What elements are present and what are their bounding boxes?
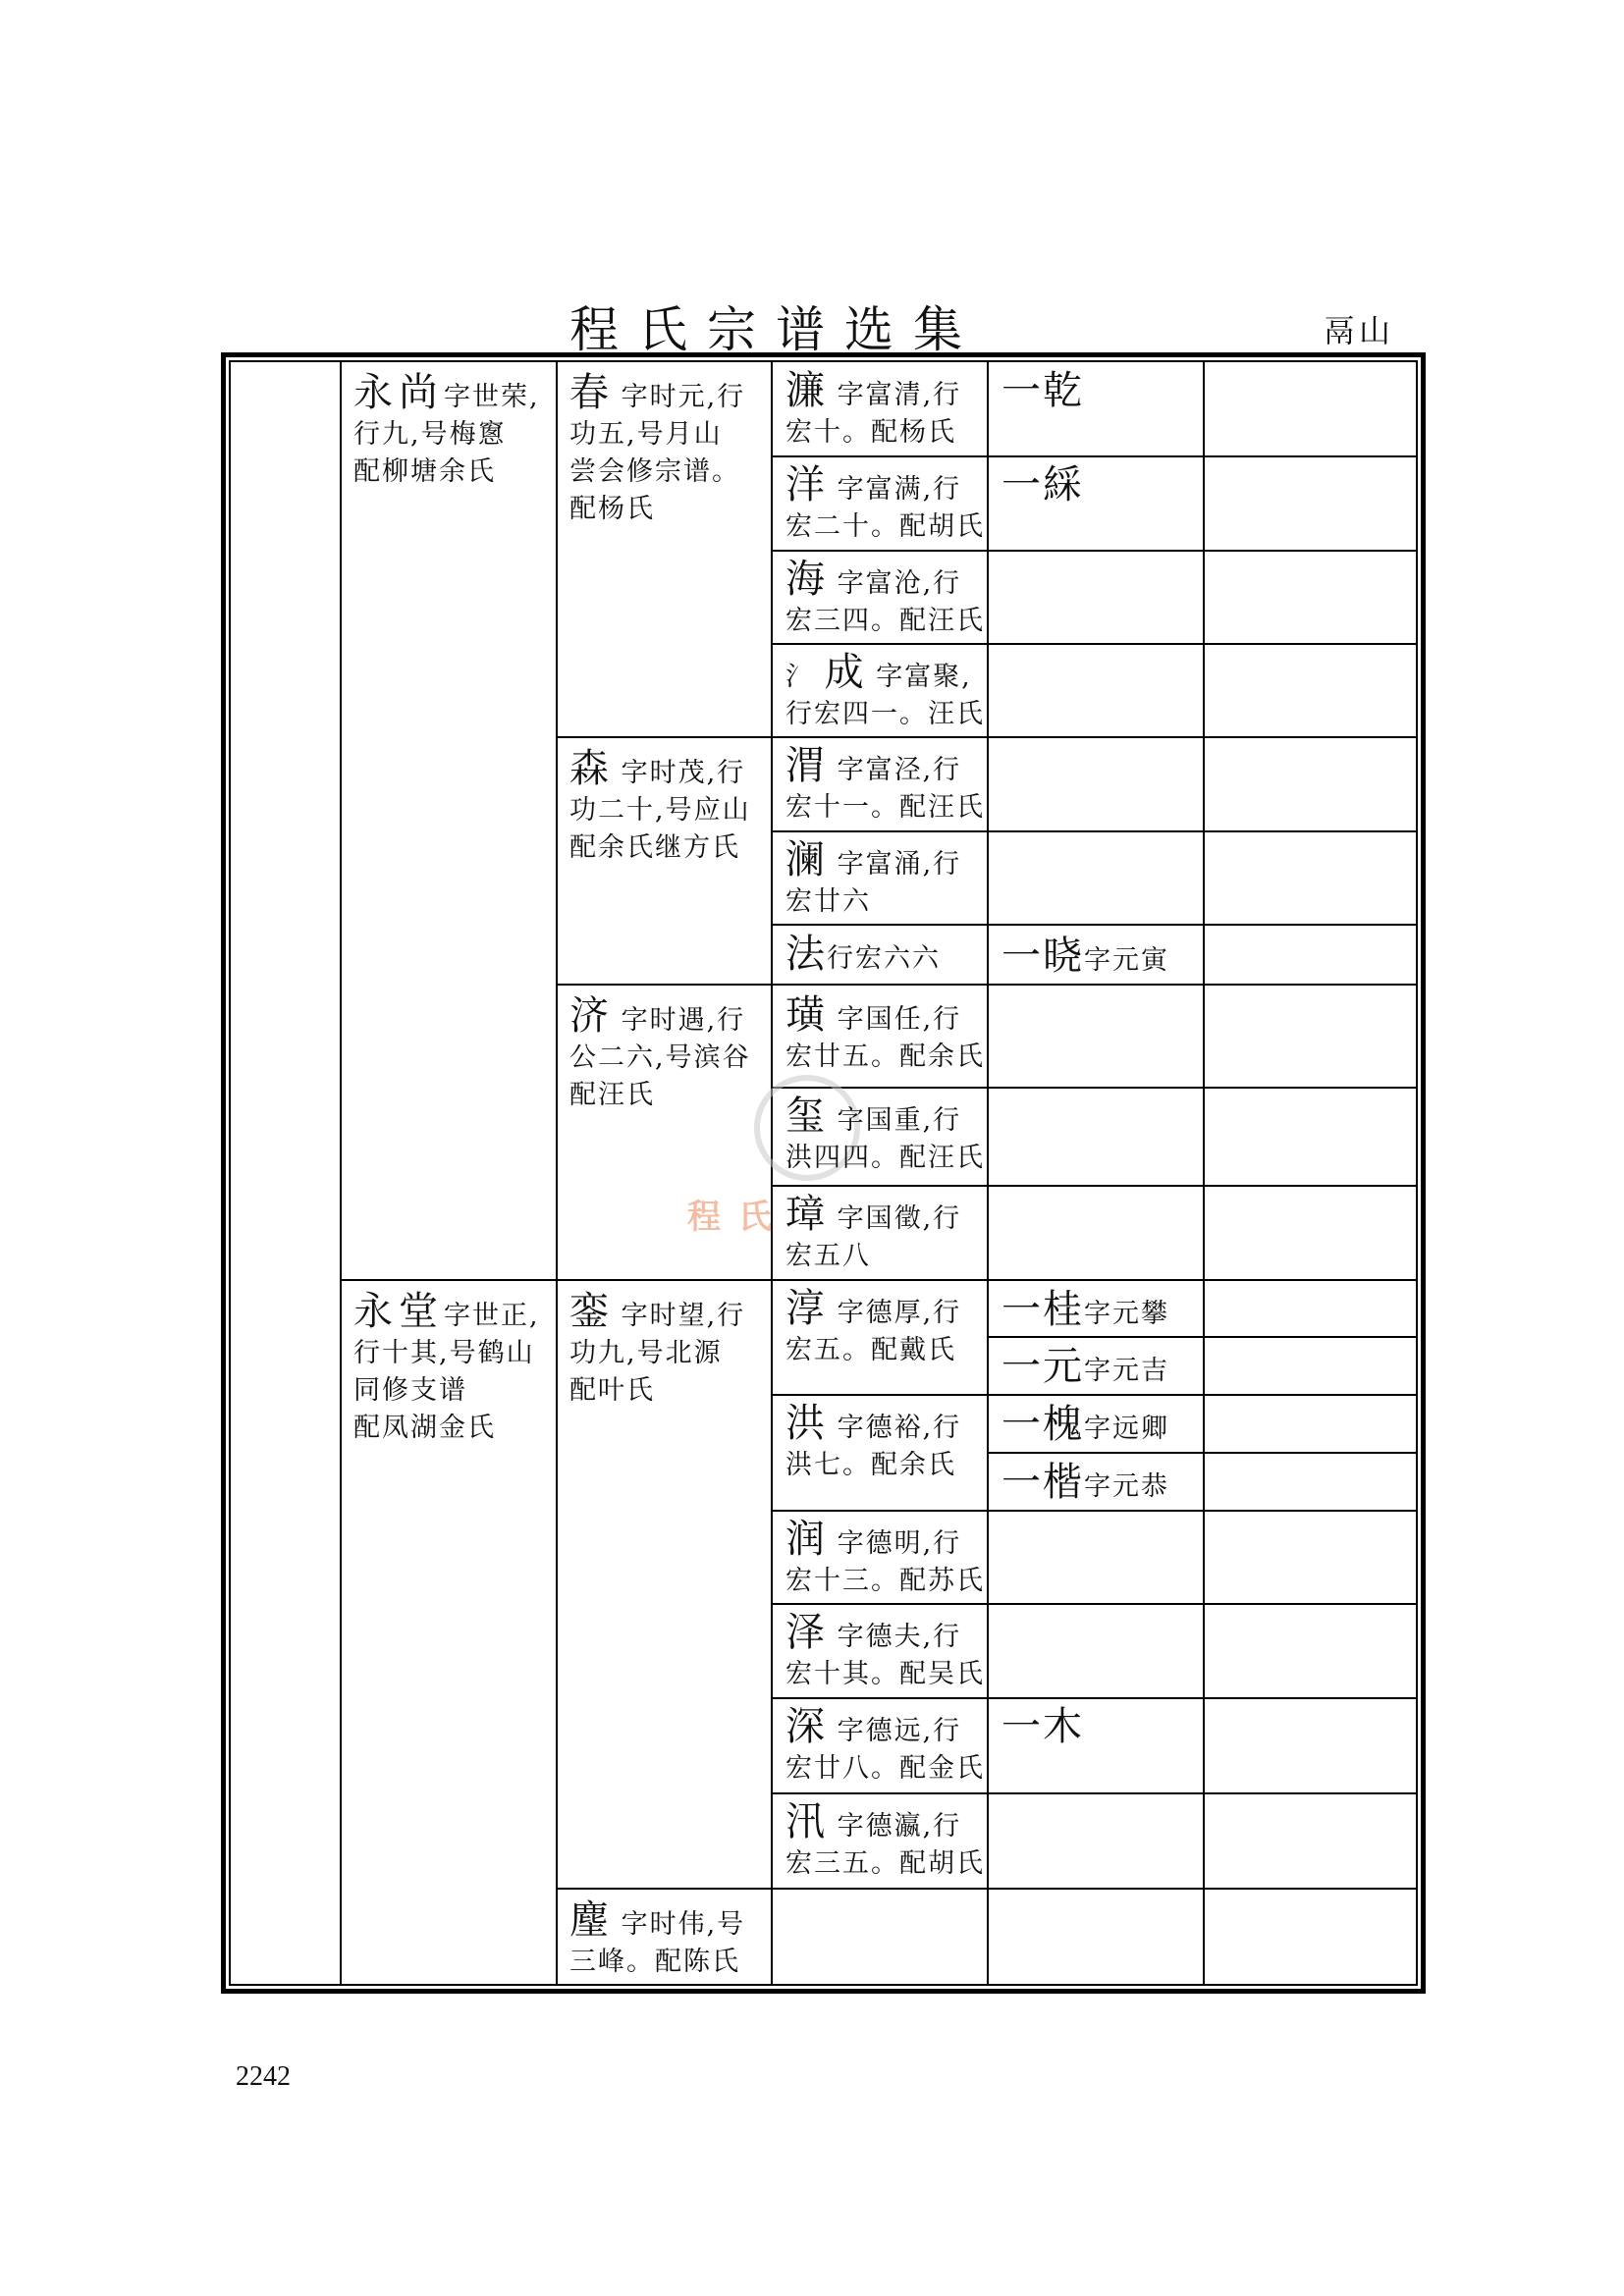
entry-name: 一晓 [1001, 934, 1084, 979]
entry-name: 成 [824, 650, 866, 695]
entry-text: 行十其,号鹤山 [353, 1338, 535, 1368]
entry-name: 一木 [1001, 1704, 1084, 1749]
entry-fa [785, 933, 941, 978]
watermark-text: 程氏 [687, 1198, 789, 1237]
entry-yongtang [353, 1290, 540, 1447]
entry-chun [569, 371, 745, 528]
entry-text: 字元吉 [1084, 1356, 1169, 1386]
entry-text: 尝会修宗谱。 [569, 456, 740, 487]
entry-name: 洪 [785, 1401, 827, 1446]
entry-name: 汛 [785, 1799, 827, 1844]
entry-xiao [1001, 934, 1169, 980]
entry-radical: 氵 [785, 662, 814, 692]
entry-zhang [785, 1193, 961, 1275]
entry-text: 宏十。配杨氏 [785, 417, 956, 448]
entry-name: 海 [785, 557, 827, 602]
entry-text: 宏二十。配胡氏 [785, 511, 985, 542]
entry-xi [785, 1095, 985, 1177]
entry-name: 润 [785, 1517, 827, 1562]
entry-text: 宏三四。配汪氏 [785, 606, 985, 636]
entry-lu [569, 1898, 745, 1981]
entry-name: 一桂 [1001, 1287, 1084, 1332]
entry-text: 功五,号月山 [569, 419, 723, 450]
entry-text: 宏三五。配胡氏 [785, 1848, 985, 1879]
entry-text: 字德远,行 [837, 1716, 962, 1746]
entry-text: 公二六,号滨谷 [569, 1042, 751, 1073]
entry-text: 字远卿 [1084, 1414, 1169, 1444]
entry-chun2 [785, 1287, 961, 1369]
entry-name: 森 [569, 746, 611, 791]
entry-text: 字富涌,行 [837, 849, 962, 880]
entry-name: 銮 [569, 1289, 611, 1334]
entry-name: 澜 [785, 837, 827, 882]
entry-text: 洪四四。配汪氏 [785, 1143, 985, 1173]
entry-name: 济 [569, 993, 611, 1039]
entry-text: 宏五。配戴氏 [785, 1335, 956, 1365]
entry-text: 字富清,行 [837, 380, 962, 410]
entry-text: 宏十一。配汪氏 [785, 792, 985, 823]
entry-text: 配凤湖金氏 [353, 1413, 496, 1443]
entry-name: 渭 [785, 743, 827, 788]
entry-name: 一楷 [1001, 1460, 1084, 1505]
entry-text: 字元攀 [1084, 1299, 1169, 1329]
branch-place-name: 鬲山 [1324, 312, 1395, 349]
entry-name: 一綵 [1001, 462, 1084, 507]
entry-text: 字国任,行 [837, 1004, 962, 1035]
entry-huai [1001, 1403, 1169, 1448]
entry-text: 字德裕,行 [837, 1413, 962, 1443]
entry-text: 字国重,行 [837, 1105, 962, 1136]
entry-text: 字富满,行 [837, 474, 962, 505]
entry-text: 行宏四一。汪氏 [785, 699, 985, 729]
entry-text: 字元寅 [1084, 945, 1169, 976]
entry-gui [1001, 1288, 1169, 1333]
entry-text: 宏廿五。配余氏 [785, 1041, 985, 1072]
entry-text: 字世荣, [444, 382, 540, 412]
entry-name: 深 [785, 1704, 827, 1749]
entry-text: 字德夫,行 [837, 1622, 962, 1652]
entry-yuan [1001, 1345, 1169, 1390]
entry-name: 泽 [785, 1610, 827, 1655]
entry-hong [785, 1402, 961, 1484]
entry-text: 字富沧,行 [837, 568, 962, 599]
entry-name: 洋 [785, 462, 827, 507]
entry-run [785, 1518, 985, 1600]
entry-text: 功九,号北源 [569, 1338, 723, 1368]
entry-yongshang [353, 371, 540, 491]
entry-text: 同修支谱 [353, 1375, 467, 1406]
entry-text: 字时望,行 [621, 1301, 746, 1331]
entry-name: 一槐 [1001, 1402, 1084, 1447]
entry-text: 宏十三。配苏氏 [785, 1566, 985, 1596]
entry-name: 淳 [785, 1286, 827, 1331]
entry-name: 一元 [1001, 1344, 1084, 1389]
entry-luan [569, 1290, 745, 1410]
page-title: 程氏宗谱选集 [569, 301, 982, 358]
entry-text: 字富聚, [876, 662, 972, 692]
entry-text: 字富泾,行 [837, 755, 962, 785]
entry-lan [785, 838, 961, 921]
entry-xun [785, 1800, 985, 1883]
entry-cheng [785, 651, 985, 733]
entry-ze [785, 1611, 985, 1693]
entry-cai [1001, 463, 1084, 508]
entry-text: 三峰。配陈氏 [569, 1947, 740, 1977]
entry-text: 宏十其。配吴氏 [785, 1659, 985, 1689]
entry-name: 玺 [785, 1094, 827, 1139]
entry-lian [785, 369, 961, 452]
entry-text: 配柳塘余氏 [353, 456, 496, 487]
entry-name: 春 [569, 370, 611, 415]
entry-text: 字元恭 [1084, 1471, 1169, 1502]
page-number: 2242 [236, 2061, 291, 2092]
entry-text: 字时遇,行 [621, 1005, 746, 1036]
entry-name: 永堂 [353, 1289, 444, 1334]
entry-text: 字时茂,行 [621, 758, 746, 788]
entry-text: 行九,号梅窻 [353, 419, 507, 450]
entry-name: 璜 [785, 992, 827, 1038]
entry-text: 字时元,行 [621, 382, 746, 412]
entry-text: 字国徵,行 [837, 1203, 962, 1234]
entry-text: 配汪氏 [569, 1080, 655, 1110]
entry-ji [569, 994, 751, 1114]
entry-text: 洪七。配余氏 [785, 1450, 956, 1480]
entry-qian [1001, 369, 1084, 414]
entry-yang [785, 463, 985, 546]
entry-text: 宏五八 [785, 1241, 871, 1271]
entry-name: 璋 [785, 1192, 827, 1237]
entry-text: 字德明,行 [837, 1528, 962, 1559]
entry-text: 配杨氏 [569, 494, 655, 524]
entry-huang [785, 993, 985, 1076]
entry-sen [569, 747, 751, 867]
entry-name: 永尚 [353, 370, 444, 415]
entry-wei [785, 744, 985, 827]
entry-name: 法 [785, 932, 827, 977]
entry-hai [785, 558, 985, 640]
entry-name: 一乾 [1001, 368, 1084, 413]
entry-name: 濂 [785, 368, 827, 413]
entry-kai [1001, 1461, 1169, 1506]
entry-text: 功二十,号应山 [569, 795, 751, 826]
entry-text: 宏廿八。配金氏 [785, 1753, 985, 1784]
entry-text: 宏廿六 [785, 886, 871, 917]
entry-text: 配叶氏 [569, 1375, 655, 1406]
entry-text: 配余氏继方氏 [569, 832, 740, 863]
entry-text: 字时伟,号 [621, 1909, 746, 1940]
entry-text: 字世正, [444, 1301, 540, 1331]
entry-text: 字德瀛,行 [837, 1811, 962, 1842]
entry-text: 行宏六六 [827, 943, 941, 974]
entry-text: 字德厚,行 [837, 1298, 962, 1328]
entry-shen [785, 1705, 985, 1788]
entry-name: 麈 [569, 1897, 611, 1943]
entry-mu [1001, 1705, 1084, 1750]
